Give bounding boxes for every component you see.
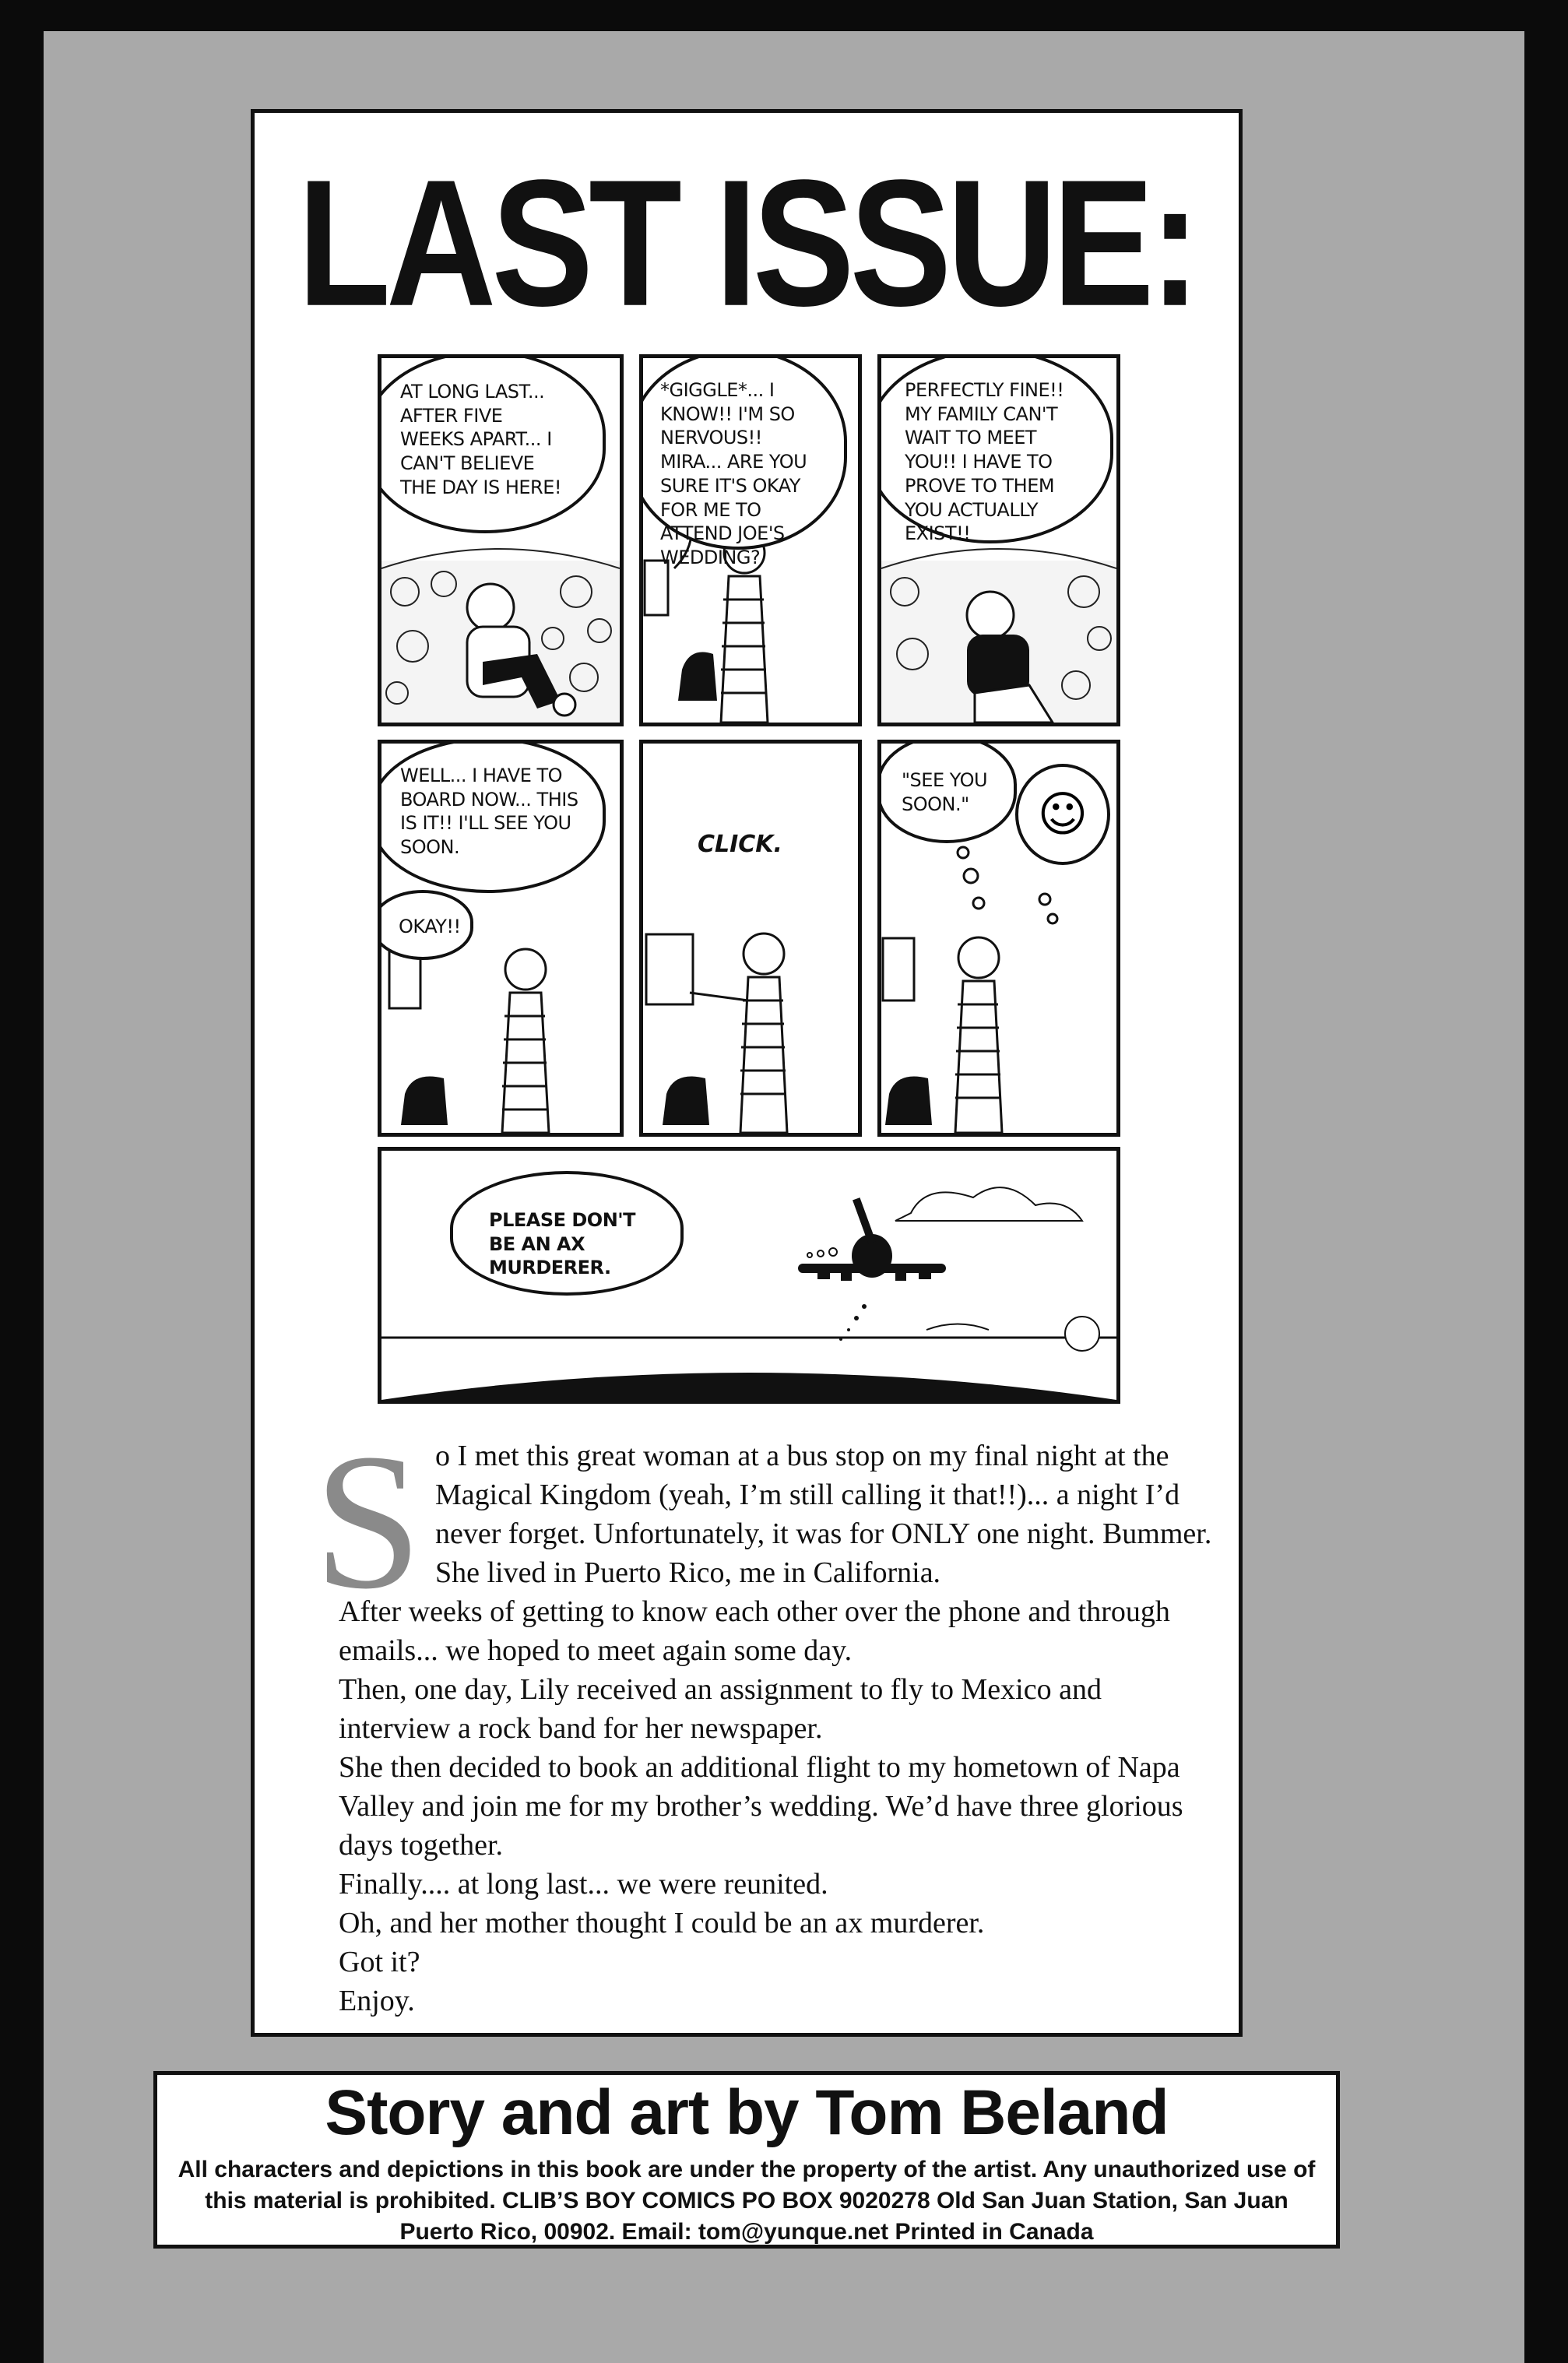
smiley-face-icon: ☺ [1037, 786, 1088, 842]
comic-panel-2 [639, 354, 862, 726]
intro-paragraph: She then decided to book an additional flight to my hometown of Napa Valley and join me for my brother’s wedding. We’d have three glorious days together. [339, 1751, 1183, 1862]
smiley-thought-bubble [1015, 764, 1110, 865]
thought-bubble: "SEE YOU SOON." [877, 740, 1017, 843]
comic-panel-3 [877, 354, 1120, 726]
intro-paragraph: Enjoy. [339, 1985, 415, 2017]
intro-paragraph: Finally.... at long last... we were reunited. [339, 1868, 828, 1901]
reply-bubble: OKAY!! [378, 890, 473, 960]
intro-text [326, 1436, 1214, 2020]
headline: LAST ISSUE: [297, 142, 1196, 344]
comic-panel-4 [378, 740, 624, 1137]
intro-paragraph: Oh, and her mother thought I could be an ax murderer. [339, 1907, 985, 1939]
credits-box [153, 2071, 1340, 2249]
thought-bubble: PLEASE DON'T BE AN AX MURDERER. [450, 1171, 684, 1296]
intro-first-paragraph: o I met this great woman at a bus stop on my final night at the Magical Kingdom (yeah, I’m still calling it that!!)... a night I’d never forget. Unfortunately, it was for ONLY one night. Bummer. She lived in Puerto Rico, me in California. [435, 1440, 1212, 1589]
intro-paragraph: After weeks of getting to know each other over the phone and through emails... we hoped to meet again some day. [339, 1595, 1170, 1667]
speech-bubble: *GIGGLE*... I KNOW!! I'M SO NERVOUS!! MIRA... ARE YOU SURE IT'S OKAY FOR ME TO ATTEND JOE'S WEDDING? [639, 354, 847, 550]
credits-title: Story and art by Tom Beland [325, 2077, 1169, 2148]
speech-bubble: WELL... I HAVE TO BOARD NOW... THIS IS IT!! I'LL SEE YOU SOON. [378, 740, 606, 893]
intro-paragraph: Then, one day, Lily received an assignment to fly to Mexico and interview a rock band for her newspaper. [339, 1673, 1102, 1745]
speech-bubble: AT LONG LAST... AFTER FIVE WEEKS APART... I CAN'T BELIEVE THE DAY IS HERE! [378, 354, 606, 533]
speech-bubble: PERFECTLY FINE!! MY FAMILY CAN'T WAIT TO MEET YOU!! I HAVE TO PROVE TO THEM YOU ACTUALLY EXIST!! [877, 354, 1113, 543]
comic-panel-7 [378, 1147, 1120, 1404]
drop-cap: S [314, 1414, 423, 1630]
last-issue-frame [251, 109, 1243, 2037]
comic-panel-5 [639, 740, 862, 1137]
credits-fine-print: All characters and depictions in this book are under the property of the artist. Any unauthorized use of this material is prohibited. CLIB’S BOY COMICS PO BOX 9020278 Old San Juan Station, San Juan Puerto Rico, 00902. Email: tom@yunque.net Printed in Canada [178, 2157, 1316, 2245]
comic-panel-1 [378, 354, 624, 726]
woman-hangs-up-illustration [643, 744, 858, 1133]
intro-paragraph: Got it? [339, 1946, 420, 1978]
comic-panel-6 [877, 740, 1120, 1137]
click-sound-effect: CLICK. [698, 831, 782, 858]
